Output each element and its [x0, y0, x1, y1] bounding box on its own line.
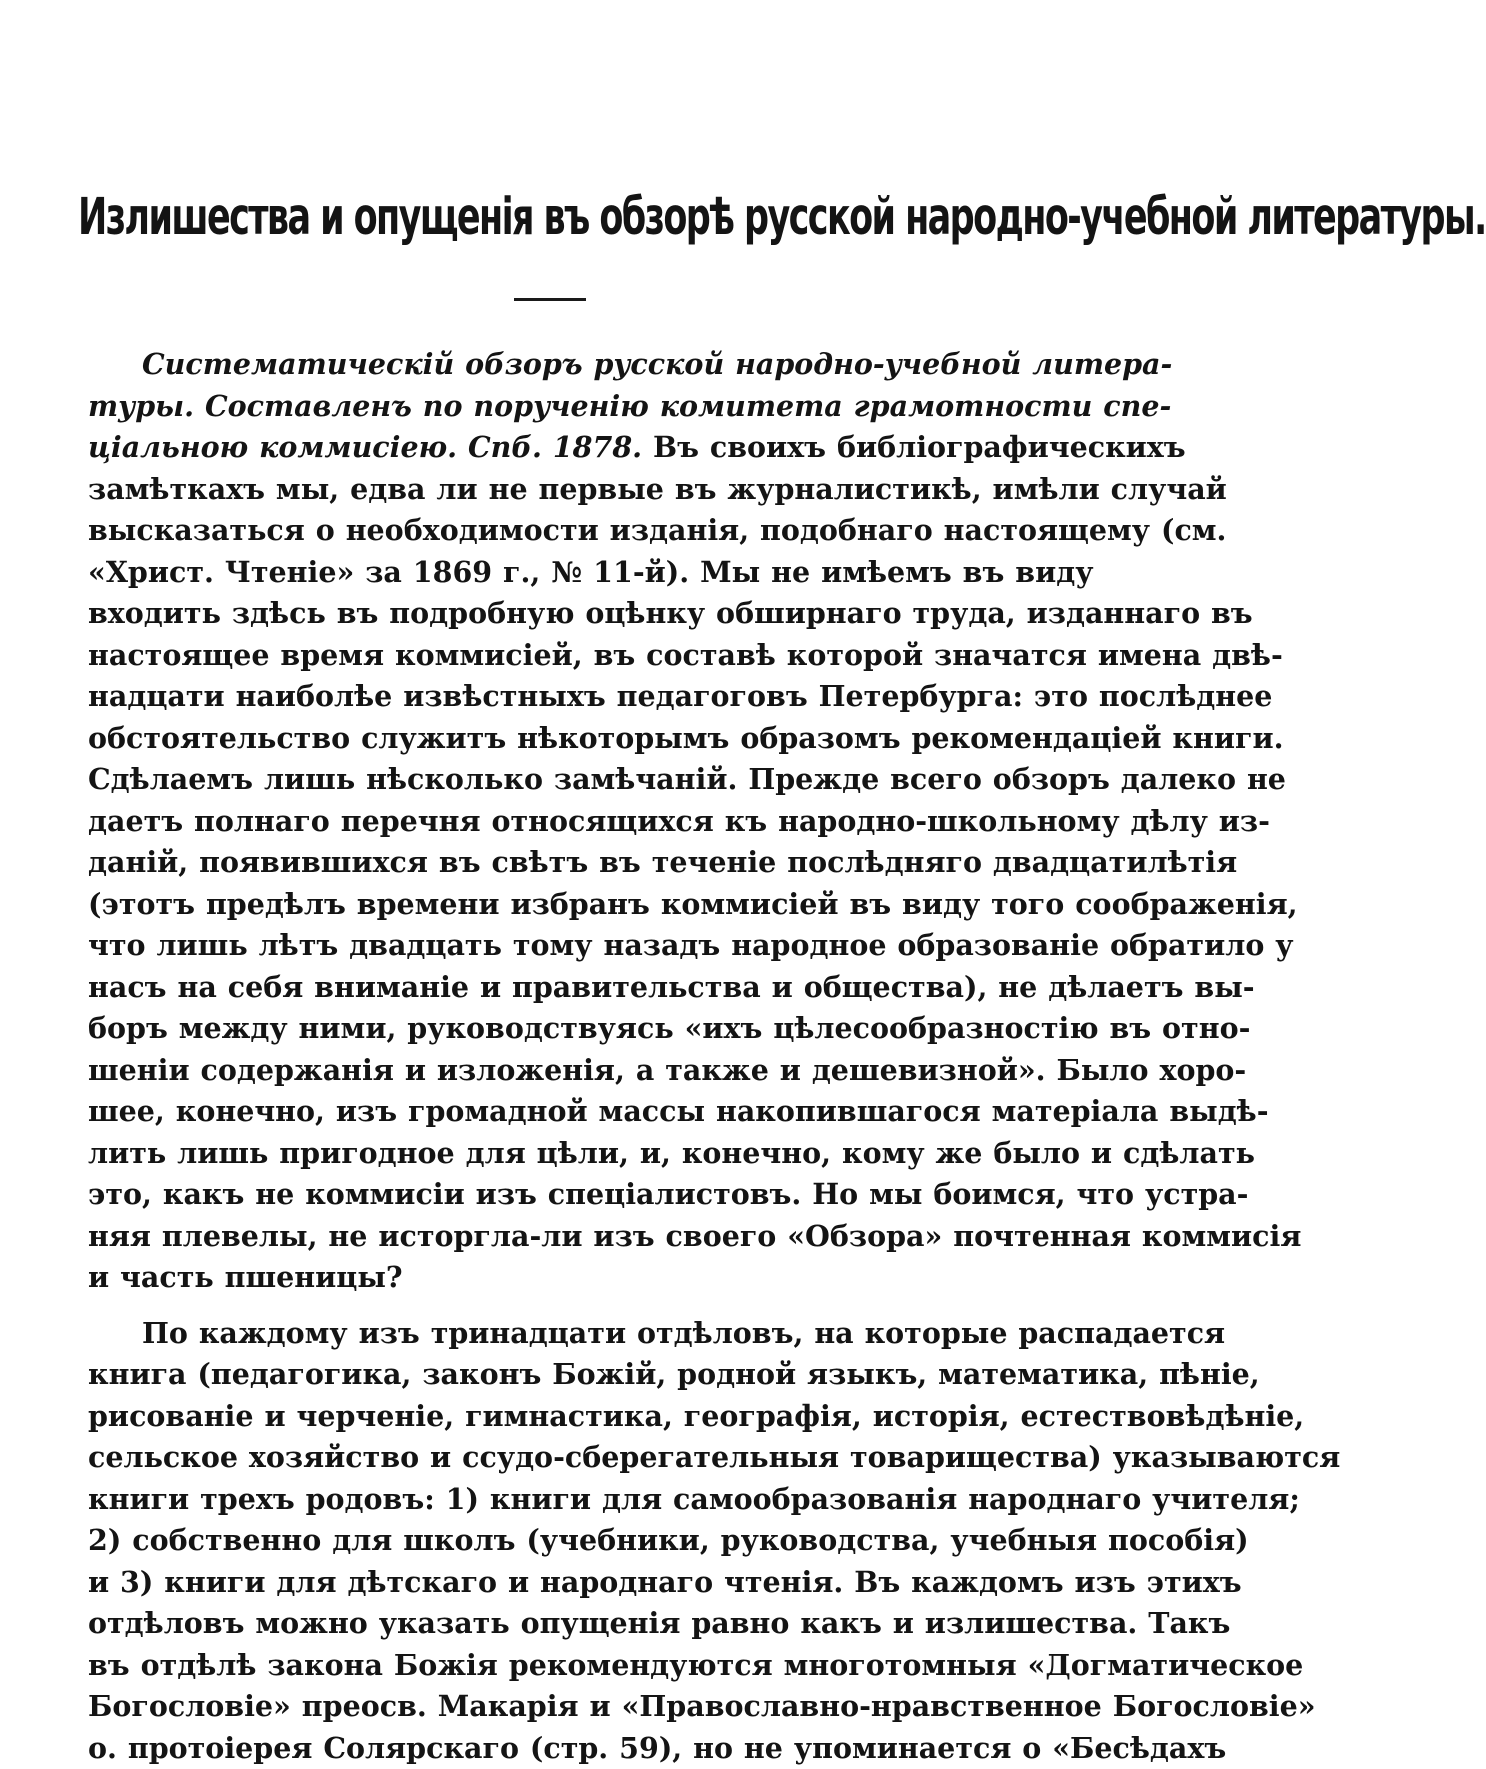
text-line: [88, 1216, 1010, 1258]
line-text: замѣткахъ мы, едва ли не первые въ журналистикѣ, имѣли случай: [88, 472, 1227, 506]
line-text: насъ на себя вниманіе и правительства и общества), не дѣлаетъ вы-: [88, 970, 1255, 1004]
text-line: [88, 1174, 1010, 1216]
text-line: [88, 884, 1010, 926]
text-line: [88, 842, 1010, 884]
paragraph-2: [88, 1313, 1010, 1769]
line-text: няя плевелы, не исторгла-ли изъ своего «Обзора» почтенная коммисія: [88, 1219, 1301, 1253]
line-text: высказаться о необходимости изданія, подобнаго настоящему (см.: [88, 513, 1226, 547]
text-line: [88, 801, 1010, 843]
line-text: (этотъ предѣлъ времени избранъ коммисіей въ виду того соображенія,: [88, 887, 1298, 921]
line-text: настоящее время коммисіей, въ составѣ которой значатся имена двѣ-: [88, 638, 1283, 672]
article-body: [88, 344, 1010, 1769]
text-line: [88, 344, 1010, 386]
text-line: [88, 718, 1010, 760]
line-text: боръ между ними, руководствуясь «ихъ цѣлесообразностію въ отно-: [88, 1011, 1250, 1045]
text-line: По каждому изъ тринадцати отдѣловъ, на которые распадается: [88, 1313, 1010, 1355]
text-line: книги трехъ родовъ: 1) книги для самообразованія народнаго учителя;: [88, 1479, 1010, 1521]
text-line: [88, 1257, 1010, 1299]
text-line: [88, 676, 1010, 718]
text-line: [88, 1050, 1010, 1092]
paragraph-1: [88, 344, 1010, 1299]
line-text: Сдѣлаемъ лишь нѣсколько замѣчаній. Прежде всего обзоръ далеко не: [88, 762, 1286, 796]
line-text: «Христ. Чтеніе» за 1869 г., № 11-й). Мы не имѣемъ въ виду: [88, 555, 1093, 589]
text-line: книга (педагогика, законъ Божій, родной языкъ, математика, пѣніе,: [88, 1354, 1010, 1396]
line-text: Въ своихъ библіографическихъ: [642, 430, 1186, 464]
text-line: [88, 593, 1010, 635]
text-line: [88, 1133, 1010, 1175]
text-line: [88, 510, 1010, 552]
text-line: [88, 386, 1010, 428]
line-text: лить лишь пригодное для цѣли, и, конечно, кому же было и сдѣлать: [88, 1136, 1255, 1170]
title-divider: [514, 298, 586, 301]
line-text: даетъ полнаго перечня относящихся къ народно-школьному дѣлу из-: [88, 804, 1270, 838]
text-line: 2) собственно для школъ (учебники, руководства, учебныя пособія): [88, 1520, 1010, 1562]
line-text: шеніи содержанія и изложенія, а также и дешевизной». Было хоро-: [88, 1053, 1246, 1087]
text-line: въ отдѣлѣ закона Божія рекомендуются многотомныя «Догматическое: [88, 1645, 1010, 1687]
text-line: о. протоіерея Солярскаго (стр. 59), но не упоминается о «Бесѣдахъ: [88, 1728, 1010, 1769]
italic-citation: ціальною коммисіею. Спб. 1878.: [88, 430, 642, 464]
line-text: даній, появившихся въ свѣтъ въ теченіе послѣдняго двадцатилѣтія: [88, 845, 1237, 879]
text-line: [88, 1008, 1010, 1050]
italic-citation: туры. Составленъ по порученію комитета грамотности спе-: [88, 389, 1171, 423]
text-line: Богословіе» преосв. Макарія и «Православно-нравственное Богословіе»: [88, 1686, 1010, 1728]
text-line: [88, 967, 1010, 1009]
line-text: и часть пшеницы?: [88, 1260, 403, 1294]
line-text: обстоятельство служитъ нѣкоторымъ образомъ рекомендаціей книги.: [88, 721, 1284, 755]
line-text: входить здѣсь въ подробную оцѣнку обширнаго труда, изданнаго въ: [88, 596, 1253, 630]
text-line: отдѣловъ можно указать опущенія равно какъ и излишества. Такъ: [88, 1603, 1010, 1645]
text-line: и 3) книги для дѣтскаго и народнаго чтенія. Въ каждомъ изъ этихъ: [88, 1562, 1010, 1604]
line-text: надцати наиболѣе извѣстныхъ педагоговъ Петербурга: это послѣднее: [88, 679, 1272, 713]
text-line: [88, 552, 1010, 594]
text-line: [88, 427, 1010, 469]
text-line: рисованіе и черченіе, гимнастика, географія, исторія, естествовѣдѣніе,: [88, 1396, 1010, 1438]
line-text: это, какъ не коммисіи изъ спеціалистовъ. Но мы боимся, что устра-: [88, 1177, 1248, 1211]
line-text: шее, конечно, изъ громадной массы накопившагося матеріала выдѣ-: [88, 1094, 1269, 1128]
text-line: [88, 925, 1010, 967]
italic-citation: Систематическій обзоръ русской народно-учебной литера-: [142, 347, 1172, 381]
line-text: что лишь лѣтъ двадцать тому назадъ народное образованіе обратило у: [88, 928, 1294, 962]
text-line: [88, 469, 1010, 511]
article-title: Излишества и опущенія въ обзорѣ русской народно-учебной литературы.: [78, 189, 1068, 247]
text-line: [88, 1091, 1010, 1133]
text-line: [88, 759, 1010, 801]
text-line: [88, 635, 1010, 677]
text-line: сельское хозяйство и ссудо-сберегательныя товарищества) указываются: [88, 1437, 1010, 1479]
